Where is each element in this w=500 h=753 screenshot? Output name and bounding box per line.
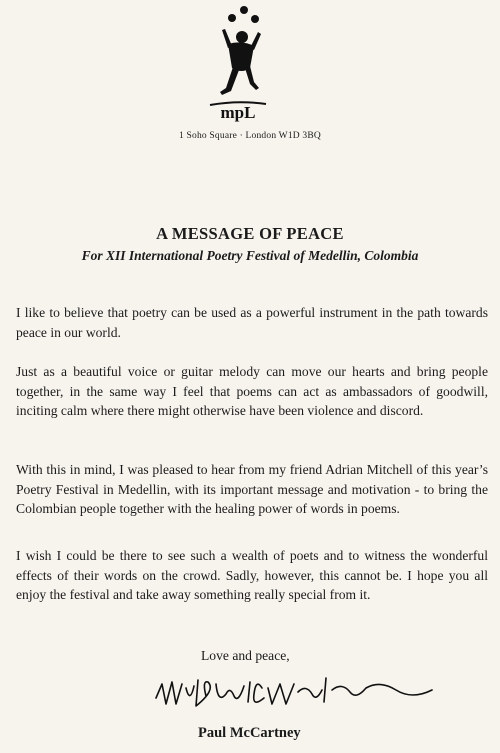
page-subtitle: For XII International Poetry Festival of Medellin, Colombia (81, 248, 419, 263)
body-paragraph: With this in mind, I was pleased to hear from my friend Adrian Mitchell of this year’s Poetry Festival in Medellin, with its important message and motivation - to bring the Colombian people together with the healing power of words in poems. (16, 462, 488, 516)
body-paragraph: Just as a beautiful voice or guitar melody can move our hearts and bring people together, in the same way I feel that poems can act as ambassadors of goodwill, inciting calm where there might otherwise have been violence and discord. (16, 364, 488, 418)
signer-name: Paul McCartney (198, 725, 301, 741)
mpl-logo (198, 4, 278, 124)
body-paragraph: I wish I could be there to see such a wealth of poets and to witness the wonderful effects of their words on the crowd. Sadly, however, this cannot be. I hope you all enjoy the festival and take away something really special from it. (16, 548, 488, 602)
closing-line: Love and peace, (201, 648, 290, 663)
body-paragraph: I like to believe that poetry can be used as a powerful instrument in the path towards peace in our world. (16, 305, 488, 340)
logo-text: mpL (220, 103, 256, 122)
page-title: A MESSAGE OF PEACE (156, 224, 344, 243)
handwritten-signature (146, 670, 456, 720)
letterhead-address: 1 Soho Square · London W1D 3BQ (179, 131, 321, 141)
